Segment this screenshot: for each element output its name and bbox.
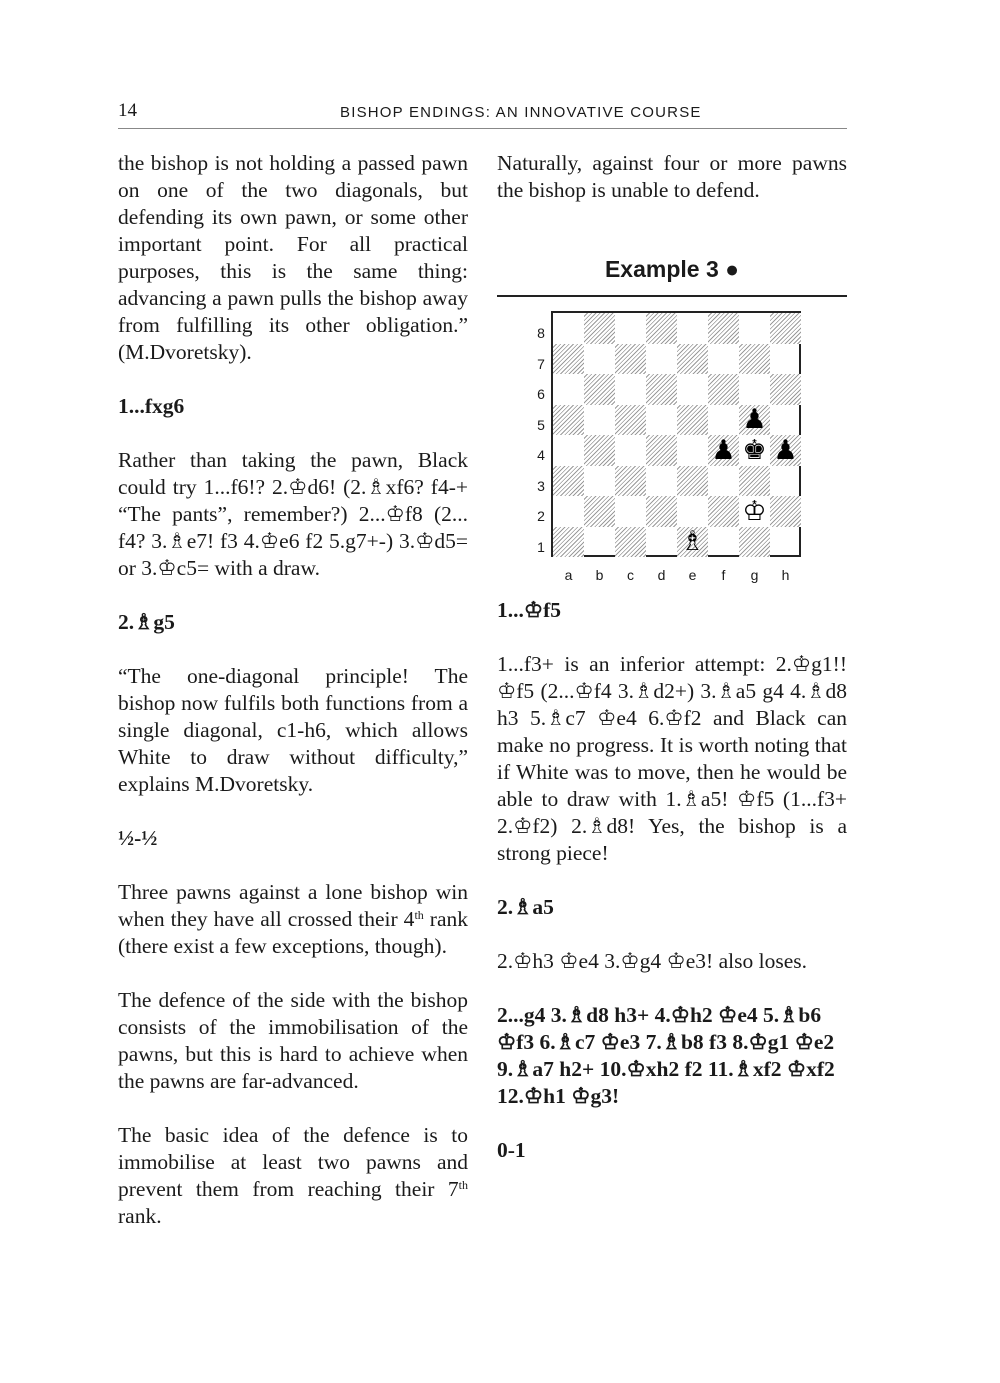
square-e6: [677, 374, 708, 405]
square-h1: [770, 527, 801, 558]
square-b8: [584, 313, 615, 344]
black-pawn-g5: ♟: [742, 404, 767, 436]
example-title: Example 3 ●: [604, 256, 740, 282]
square-g8: [739, 313, 770, 344]
file-label-b: b: [595, 567, 604, 583]
square-d5: [646, 405, 677, 436]
square-h3: [770, 466, 801, 497]
square-h8: [770, 313, 801, 344]
left-paragraph-4-a: Three pawns against a lone bishop win when they have all crossed their 4: [118, 880, 468, 931]
move-1-fxg6: 1...fxg6: [118, 394, 185, 418]
rank-label-5: 5: [537, 416, 545, 433]
black-pawn-h4: ♟: [773, 434, 798, 466]
left-paragraph-4-sup: th: [414, 908, 424, 922]
left-paragraph-1: the bishop is not holding a passed pawn on one of the two diagonals, but defending its own pawn, or some other important point. For all practical purposes, this is the same thing: advancing a pawn pulls the bishop away from fulfilling its other obligation.” (M.Dvoretsky).: [118, 151, 468, 364]
left-paragraph-4: [118, 879, 468, 960]
square-a5: [553, 405, 584, 436]
square-b4: [584, 435, 615, 466]
right-column: [497, 150, 847, 1191]
square-a4: [553, 435, 584, 466]
square-g7: [739, 344, 770, 375]
square-b5: [584, 405, 615, 436]
square-g3: [739, 466, 770, 497]
chess-board: [551, 311, 801, 557]
square-c4: [615, 435, 646, 466]
square-e5: [677, 405, 708, 436]
square-a7: [553, 344, 584, 375]
square-b7: [584, 344, 615, 375]
square-h2: [770, 496, 801, 527]
square-d8: [646, 313, 677, 344]
square-h6: [770, 374, 801, 405]
square-a3: [553, 466, 584, 497]
black-king-g4: ♚: [742, 434, 767, 466]
file-label-d: d: [657, 567, 666, 583]
move-2-bg5: 2.♗g5: [118, 610, 175, 634]
left-paragraph-6-a: The basic idea of the defence is to immobilise at least two pawns and prevent them from reaching their 7: [118, 1123, 468, 1201]
left-paragraph-6: [118, 1122, 468, 1230]
move-2-ba5: 2.♗a5: [497, 895, 554, 919]
square-h5: [770, 405, 801, 436]
square-f8: [708, 313, 739, 344]
square-e2: [677, 496, 708, 527]
file-label-c: c: [627, 567, 634, 583]
square-d2: [646, 496, 677, 527]
rank-label-8: 8: [537, 325, 545, 341]
square-a1: [553, 527, 584, 558]
rank-label-2: 2: [537, 508, 545, 524]
square-f2: [708, 496, 739, 527]
result-black-wins: 0-1: [497, 1138, 526, 1162]
left-paragraph-6-sup: th: [458, 1178, 468, 1192]
file-label-e: e: [688, 567, 697, 583]
square-e8: [677, 313, 708, 344]
square-c5: [615, 405, 646, 436]
left-paragraph-5: The defence of the side with the bishop consists of the immobilisation of the pawns, but this is hard to achieve when the pawns are far-advanced.: [118, 988, 468, 1093]
square-h7: [770, 344, 801, 375]
page-number: 14: [118, 100, 137, 121]
rank-label-4: 4: [537, 447, 545, 463]
square-d6: [646, 374, 677, 405]
square-c8: [615, 313, 646, 344]
square-a8: [553, 313, 584, 344]
right-paragraph-3: 2.♔h3 ♔e4 3.♔g4 ♔e3! also loses.: [497, 949, 807, 973]
black-pawn-f4: ♟: [711, 434, 736, 466]
square-b6: [584, 374, 615, 405]
square-a2: [553, 496, 584, 527]
white-bishop-e1: ♗: [680, 526, 705, 558]
running-title: BISHOP ENDINGS: AN INNOVATIVE COURSE: [340, 104, 702, 121]
rank-label-7: 7: [537, 355, 545, 372]
result-draw: ½-½: [118, 826, 158, 850]
file-label-g: g: [750, 567, 759, 583]
square-f5: [708, 405, 739, 436]
square-d4: [646, 435, 677, 466]
square-b1: [584, 527, 615, 558]
rank-label-6: 6: [537, 386, 545, 402]
square-c2: [615, 496, 646, 527]
rank-label-1: 1: [537, 538, 545, 555]
right-paragraph-2: 1...f3+ is an inferior attempt: 2.♔g1!! ♔f5 (2...♔f4 3.♗d2+) 3.♗a5 g4 4.♗d8 h3 5.♗c7 ♔e4 6.♔f2 and Black can make no progress. It is worth noting that if White was to move, then he would be able to draw with 1.♗a5! ♔f5 (1...f3+ 2.♔f2) 2.♗d8! Yes, the bishop is a strong piece!: [497, 652, 847, 865]
square-b3: [584, 466, 615, 497]
square-c1: [615, 527, 646, 558]
square-f3: [708, 466, 739, 497]
main-line-moves: 2...g4 3.♗d8 h3+ 4.♔h2 ♔e4 5.♗b6 ♔f3 6.♗c7 ♔e3 7.♗b8 f3 8.♔g1 ♔e2 9.♗a7 h2+ 10.♔xh2 f2 11.♗xf2 ♔xf2 12.♔h1 ♔g3!: [497, 1003, 835, 1108]
square-b2: [584, 496, 615, 527]
square-g1: [739, 527, 770, 558]
chess-diagram: [497, 297, 847, 597]
left-paragraph-2: Rather than taking the pawn, Black could try 1...f6!? 2.♔d6! (2.♗xf6? f4-+ “The pants”, remember?) 2...♔f8 (2... f4? 3.♗e7! f3 4.♔e6 f2 5.g7+-) 3.♔d5= or 3.♔c5= with a draw.: [118, 448, 468, 580]
square-c3: [615, 466, 646, 497]
square-e3: [677, 466, 708, 497]
square-f7: [708, 344, 739, 375]
square-d3: [646, 466, 677, 497]
square-f6: [708, 374, 739, 405]
white-king-g2: ♔: [742, 495, 767, 527]
left-column: [118, 150, 468, 1257]
file-label-h: h: [781, 567, 790, 583]
square-c7: [615, 344, 646, 375]
square-f1: [708, 527, 739, 558]
left-paragraph-4-b: rank (there exist a few exceptions, though).: [118, 907, 469, 958]
move-1-kf5: 1...♔f5: [497, 598, 562, 622]
square-c6: [615, 374, 646, 405]
square-e4: [677, 435, 708, 466]
square-d1: [646, 527, 677, 558]
header-rule: [118, 128, 847, 129]
left-paragraph-6-b: rank.: [118, 1204, 162, 1228]
square-e7: [677, 344, 708, 375]
square-g6: [739, 374, 770, 405]
left-paragraph-3: “The one-diagonal principle! The bishop now fulfils both functions from a single diagonal, c1-h6, which allows White to draw without difficulty,” explains M.Dvoretsky.: [118, 664, 468, 796]
rank-label-3: 3: [537, 477, 545, 494]
file-label-a: a: [564, 567, 573, 583]
square-a6: [553, 374, 584, 405]
file-label-f: f: [721, 567, 726, 583]
square-d7: [646, 344, 677, 375]
right-paragraph-1: Naturally, against four or more pawns the bishop is unable to defend.: [497, 151, 847, 202]
